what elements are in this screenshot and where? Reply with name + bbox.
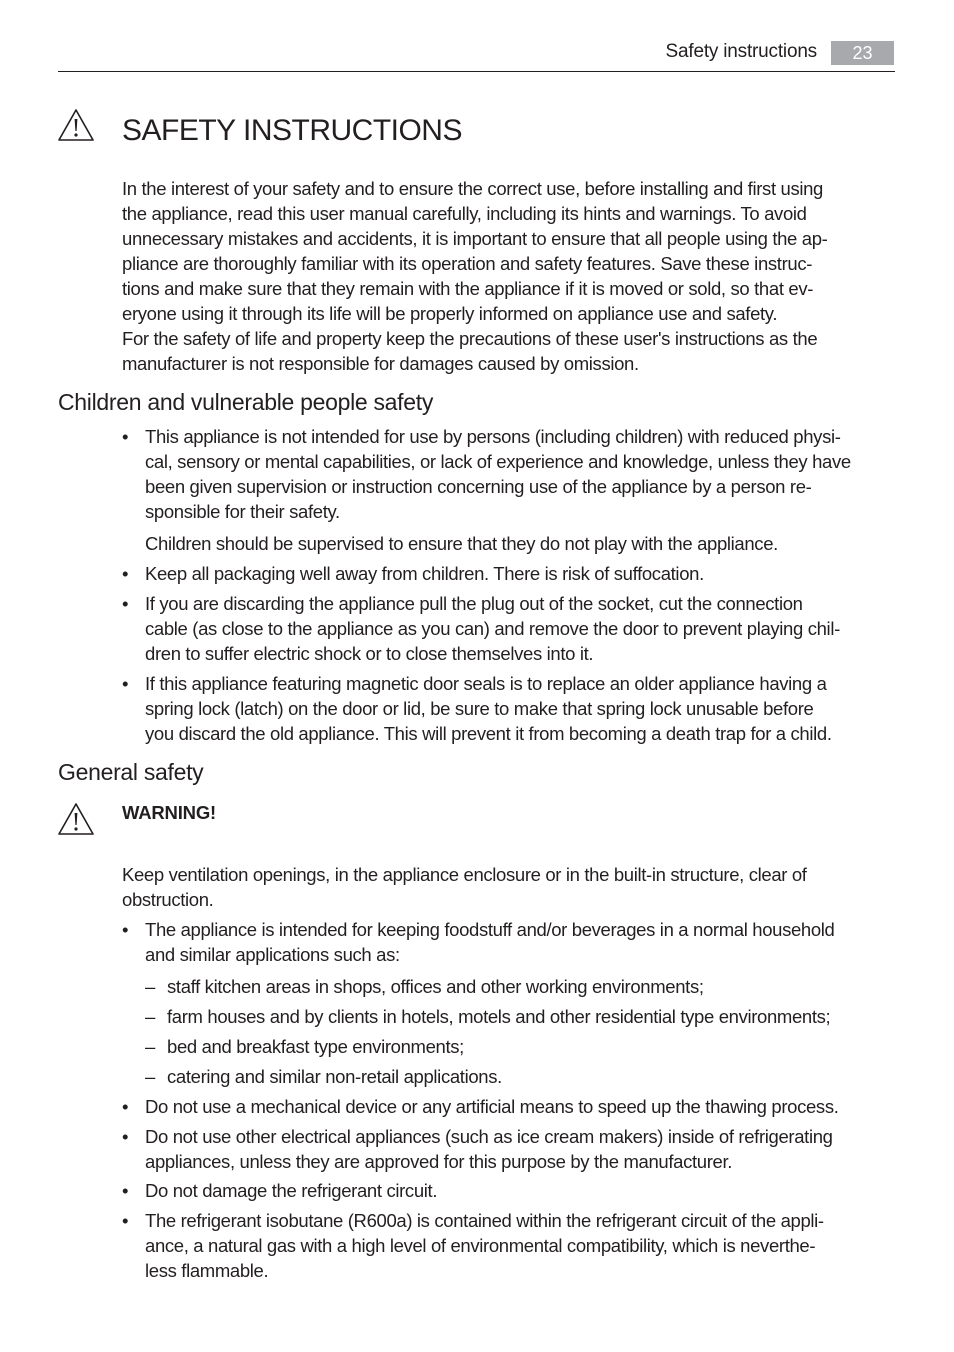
- bullet-icon: •: [122, 1180, 129, 1201]
- warning-text-line: Keep ventilation openings, in the appliance enclosure or in the built-in structure, clear of: [122, 864, 807, 885]
- intro-line: manufacturer is not responsible for damages caused by omission.: [122, 353, 639, 374]
- sub-item: staff kitchen areas in shops, offices and other working environments;: [167, 976, 704, 997]
- bullet-text-line: spring lock (latch) on the door or lid, be sure to make that spring lock unusable before: [145, 698, 814, 719]
- bullet-icon: •: [122, 919, 129, 940]
- warning-label: WARNING!: [122, 802, 216, 823]
- bullet-text-line: Keep all packaging well away from children. There is risk of suffocation.: [145, 563, 704, 584]
- bullet-text-line: cable (as close to the appliance as you can) and remove the door to prevent playing chil-: [145, 618, 840, 639]
- section-heading-general: General safety: [58, 759, 204, 785]
- bullet-text-line: been given supervision or instruction concerning use of the appliance by a person re-: [145, 476, 812, 497]
- bullet-text-line: The appliance is intended for keeping foodstuff and/or beverages in a normal household: [145, 919, 835, 940]
- sub-item: bed and breakfast type environments;: [167, 1036, 464, 1057]
- intro-line: tions and make sure that they remain with the appliance if it is moved or sold, so that ev-: [122, 278, 814, 299]
- bullet-icon: •: [122, 1210, 129, 1231]
- dash-icon: –: [145, 1006, 156, 1027]
- dash-icon: –: [145, 1066, 156, 1087]
- section-heading-children: Children and vulnerable people safety: [58, 389, 434, 415]
- warning-text-line: obstruction.: [122, 889, 214, 910]
- bullet-text-line: you discard the old appliance. This will prevent it from becoming a death trap for a child.: [145, 723, 832, 744]
- bullet-icon: •: [122, 563, 129, 584]
- bullet-icon: •: [122, 593, 129, 614]
- bullet-text-line: and similar applications such as:: [145, 944, 400, 965]
- bullet-text-line: The refrigerant isobutane (R600a) is contained within the refrigerant circuit of the appli-: [145, 1210, 824, 1231]
- intro-line: the appliance, read this user manual carefully, including its hints and warnings. To avoid: [122, 203, 807, 224]
- bullet-text-line: Do not use a mechanical device or any artificial means to speed up the thawing process.: [145, 1096, 839, 1117]
- bullet-text-line: If this appliance featuring magnetic door seals is to replace an older appliance having a: [145, 673, 827, 694]
- bullet-text-line: Do not use other electrical appliances (such as ice cream makers) inside of refrigerating: [145, 1126, 833, 1147]
- intro-line: In the interest of your safety and to ensure the correct use, before installing and first using: [122, 178, 823, 199]
- intro-line: eryone using it through its life will be properly informed on appliance use and safety.: [122, 303, 778, 324]
- dash-icon: –: [145, 1036, 156, 1057]
- running-header-title: Safety instructions: [665, 41, 817, 62]
- intro-line: unnecessary mistakes and accidents, it is important to ensure that all people using the ap-: [122, 228, 828, 249]
- page-title: SAFETY INSTRUCTIONS: [122, 114, 462, 147]
- bullet-text-line: If you are discarding the appliance pull the plug out of the socket, cut the connection: [145, 593, 803, 614]
- bullet-icon: •: [122, 426, 129, 447]
- bullet-text-line: appliances, unless they are approved for this purpose by the manufacturer.: [145, 1151, 733, 1172]
- bullet-icon: •: [122, 1126, 129, 1147]
- bullet-text-line: sponsible for their safety.: [145, 501, 340, 522]
- bullet-text-line: less flammable.: [145, 1260, 269, 1281]
- bullet-text-line: This appliance is not intended for use by persons (including children) with reduced physi-: [145, 426, 841, 447]
- bullet-icon: •: [122, 1096, 129, 1117]
- page-number: 23: [831, 41, 894, 65]
- bullet-icon: •: [122, 673, 129, 694]
- bullet-text-line: Do not damage the refrigerant circuit.: [145, 1180, 438, 1201]
- bullet-text-line: cal, sensory or mental capabilities, or lack of experience and knowledge, unless they have: [145, 451, 851, 472]
- warning-triangle-icon: [57, 802, 95, 836]
- bullet-note: Children should be supervised to ensure that they do not play with the appliance.: [145, 533, 778, 554]
- intro-line: For the safety of life and property keep the precautions of these user's instructions as the: [122, 328, 818, 349]
- dash-icon: –: [145, 976, 156, 997]
- bullet-text-line: ance, a natural gas with a high level of environmental compatibility, which is neverthe-: [145, 1235, 816, 1256]
- sub-item: catering and similar non-retail applications.: [167, 1066, 502, 1087]
- warning-triangle-icon: [57, 108, 95, 142]
- bullet-text-line: dren to suffer electric shock or to close themselves into it.: [145, 643, 594, 664]
- intro-line: pliance are thoroughly familiar with its operation and safety features. Save these instruc-: [122, 253, 813, 274]
- header-divider: [58, 71, 895, 72]
- sub-item: farm houses and by clients in hotels, motels and other residential type environments;: [167, 1006, 831, 1027]
